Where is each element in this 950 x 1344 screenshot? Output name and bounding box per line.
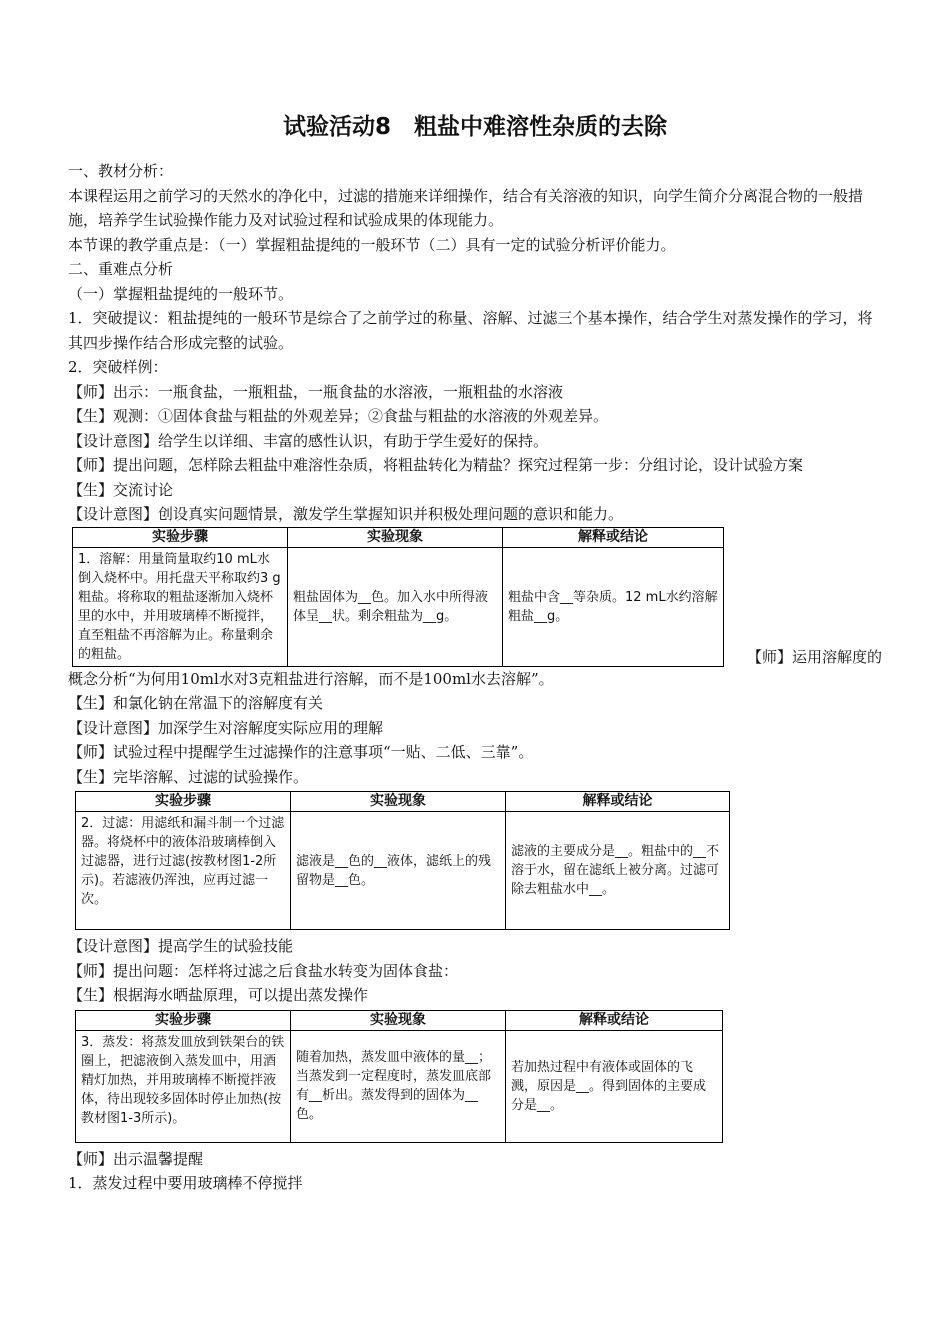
header-phenomenon: 实验现象	[291, 1010, 506, 1030]
section-evaporation	[68, 934, 882, 1008]
table-evaporate	[75, 1010, 723, 1143]
table-header-row	[76, 792, 730, 812]
inline-note: 【师】运用溶解度的	[746, 647, 882, 666]
header-step: 实验步骤	[76, 1010, 291, 1030]
cell-conclusion: 若加热过程中有液体或固体的飞溅，原因是__。得到固体的主要成分是__。	[506, 1030, 723, 1142]
table-row	[73, 547, 724, 666]
paragraph: 【生】观测：①固体食盐与粗盐的外观差异；②食盐与粗盐的水溶液的外观差异。	[68, 407, 609, 425]
paragraph: 【生】和氯化钠在常温下的溶解度有关	[68, 694, 324, 712]
cell-conclusion: 粗盐中含__等杂质。12 mL水约溶解粗盐__g。	[503, 547, 724, 666]
header-conclusion: 解释或结论	[506, 792, 730, 812]
paragraph: 【师】出示温馨提醒	[68, 1149, 204, 1168]
cell-step: 3．蒸发：将蒸发皿放到铁架台的铁圈上，把滤液倒入蒸发皿中，用酒精灯加热，并用玻璃棒不断搅拌液体，待出现较多固体时停止加热(按教材图1-3所示)。	[76, 1030, 291, 1142]
header-conclusion: 解释或结论	[503, 527, 724, 547]
cell-phenomenon: 随着加热，蒸发皿中液体的量__；当蒸发到一定程度时，蒸发皿底部有__析出。蒸发得到的固体为__色。	[291, 1030, 506, 1142]
header-phenomenon: 实验现象	[291, 792, 506, 812]
table-dissolve-wrap	[68, 527, 882, 667]
paragraph: 【师】出示：一瓶食盐，一瓶粗盐，一瓶食盐的水溶液，一瓶粗盐的水溶液	[68, 382, 564, 401]
header-conclusion: 解释或结论	[506, 1010, 723, 1030]
header-step: 实验步骤	[76, 792, 291, 812]
cell-step: 2．过滤：用滤纸和漏斗制一个过滤器。将烧杯中的液体沿玻璃棒倒入过滤器，进行过滤(按教材图1-2所示)。若滤液仍浑浊，应再过滤一次。	[76, 812, 291, 930]
table-filter	[75, 791, 730, 930]
paragraph: 一、教材分析：	[68, 162, 174, 180]
paragraph: （一）掌握粗盐提纯的一般环节。	[68, 284, 294, 303]
header-phenomenon: 实验现象	[288, 527, 503, 547]
paragraph: 【设计意图】创设真实问题情景，激发学生掌握知识并积极处理问题的意识和能力。	[68, 505, 624, 523]
header-step: 实验步骤	[73, 527, 288, 547]
paragraph: 【设计意图】提高学生的试验技能	[68, 937, 294, 955]
cell-phenomenon: 粗盐固体为__色。加入水中所得液体呈__状。剩余粗盐为__g。	[288, 547, 503, 666]
paragraph: 【设计意图】给学生以详细、丰富的感性认识，有助于学生爱好的保持。	[68, 431, 549, 450]
paragraph: 【生】完毕溶解、过滤的试验操作。	[68, 767, 309, 786]
cell-step: 1．溶解：用量筒量取约10 mL水倒入烧杯中。用托盘天平称取约3 g粗盐。将称取的粗盐逐渐加入烧杯里的水中，并用玻璃棒不断搅拌，直至粗盐不再溶解为止。称量剩余的粗盐。	[73, 547, 288, 666]
section-tips	[68, 1147, 882, 1196]
section-discussion	[68, 667, 882, 790]
cell-conclusion: 滤液的主要成分是__。粗盐中的__不溶于水，留在滤纸上被分离。过滤可除去粗盐水中__。	[506, 812, 730, 930]
paragraph: 【师】试验过程中提醒学生过滤操作的注意事项“一贴、二低、三靠”。	[68, 743, 534, 761]
table-header-row	[73, 527, 724, 547]
paragraph: 本节课的教学重点是：（一）掌握粗盐提纯的一般环节（二）具有一定的试验分析评价能力。	[68, 235, 676, 254]
document-page	[68, 108, 882, 1196]
paragraph: 二、重难点分析	[68, 260, 174, 278]
table-row	[76, 1030, 723, 1142]
paragraph: 【设计意图】加深学生对溶解度实际应用的理解	[68, 718, 384, 737]
paragraph: 1．突破提议：粗盐提纯的一般环节是综合了之前学过的称量、溶解、过滤三个基本操作，结合学生对蒸发操作的学习，将其四步操作结合形成完整的试验。	[68, 309, 873, 352]
paragraph: 本课程运用之前学习的天然水的净化中，过滤的措施来详细操作，结合有关溶液的知识，向学生简介分离混合物的一般措施，培养学生试验操作能力及对试验过程和试验成果的体现能力。	[68, 186, 864, 229]
cell-phenomenon: 滤液是__色的__液体，滤纸上的残留物是__色。	[291, 812, 506, 930]
table-row	[76, 812, 730, 930]
page-title: 试验活动8 粗盐中难溶性杂质的去除	[282, 114, 667, 140]
paragraph: 1．蒸发过程中要用玻璃棒不停搅拌	[68, 1174, 303, 1192]
paragraph: 2．突破样例：	[68, 358, 168, 376]
table-dissolve	[72, 527, 724, 667]
paragraph: 【师】提出问题，怎样除去粗盐中难溶性杂质，将粗盐转化为精盐？探究过程第一步：分组讨论，设计试验方案	[68, 456, 804, 474]
paragraph: 【生】根据海水晒盐原理，可以提出蒸发操作	[68, 986, 369, 1004]
paragraph: 概念分析“为何用10ml水对3克粗盐进行溶解，而不是100ml水去溶解”。	[68, 669, 554, 688]
section-intro	[68, 159, 882, 527]
table-header-row	[76, 1010, 723, 1030]
paragraph: 【生】交流讨论	[68, 480, 174, 499]
paragraph: 【师】提出问题：怎样将过滤之后食盐水转变为固体食盐：	[68, 961, 459, 980]
